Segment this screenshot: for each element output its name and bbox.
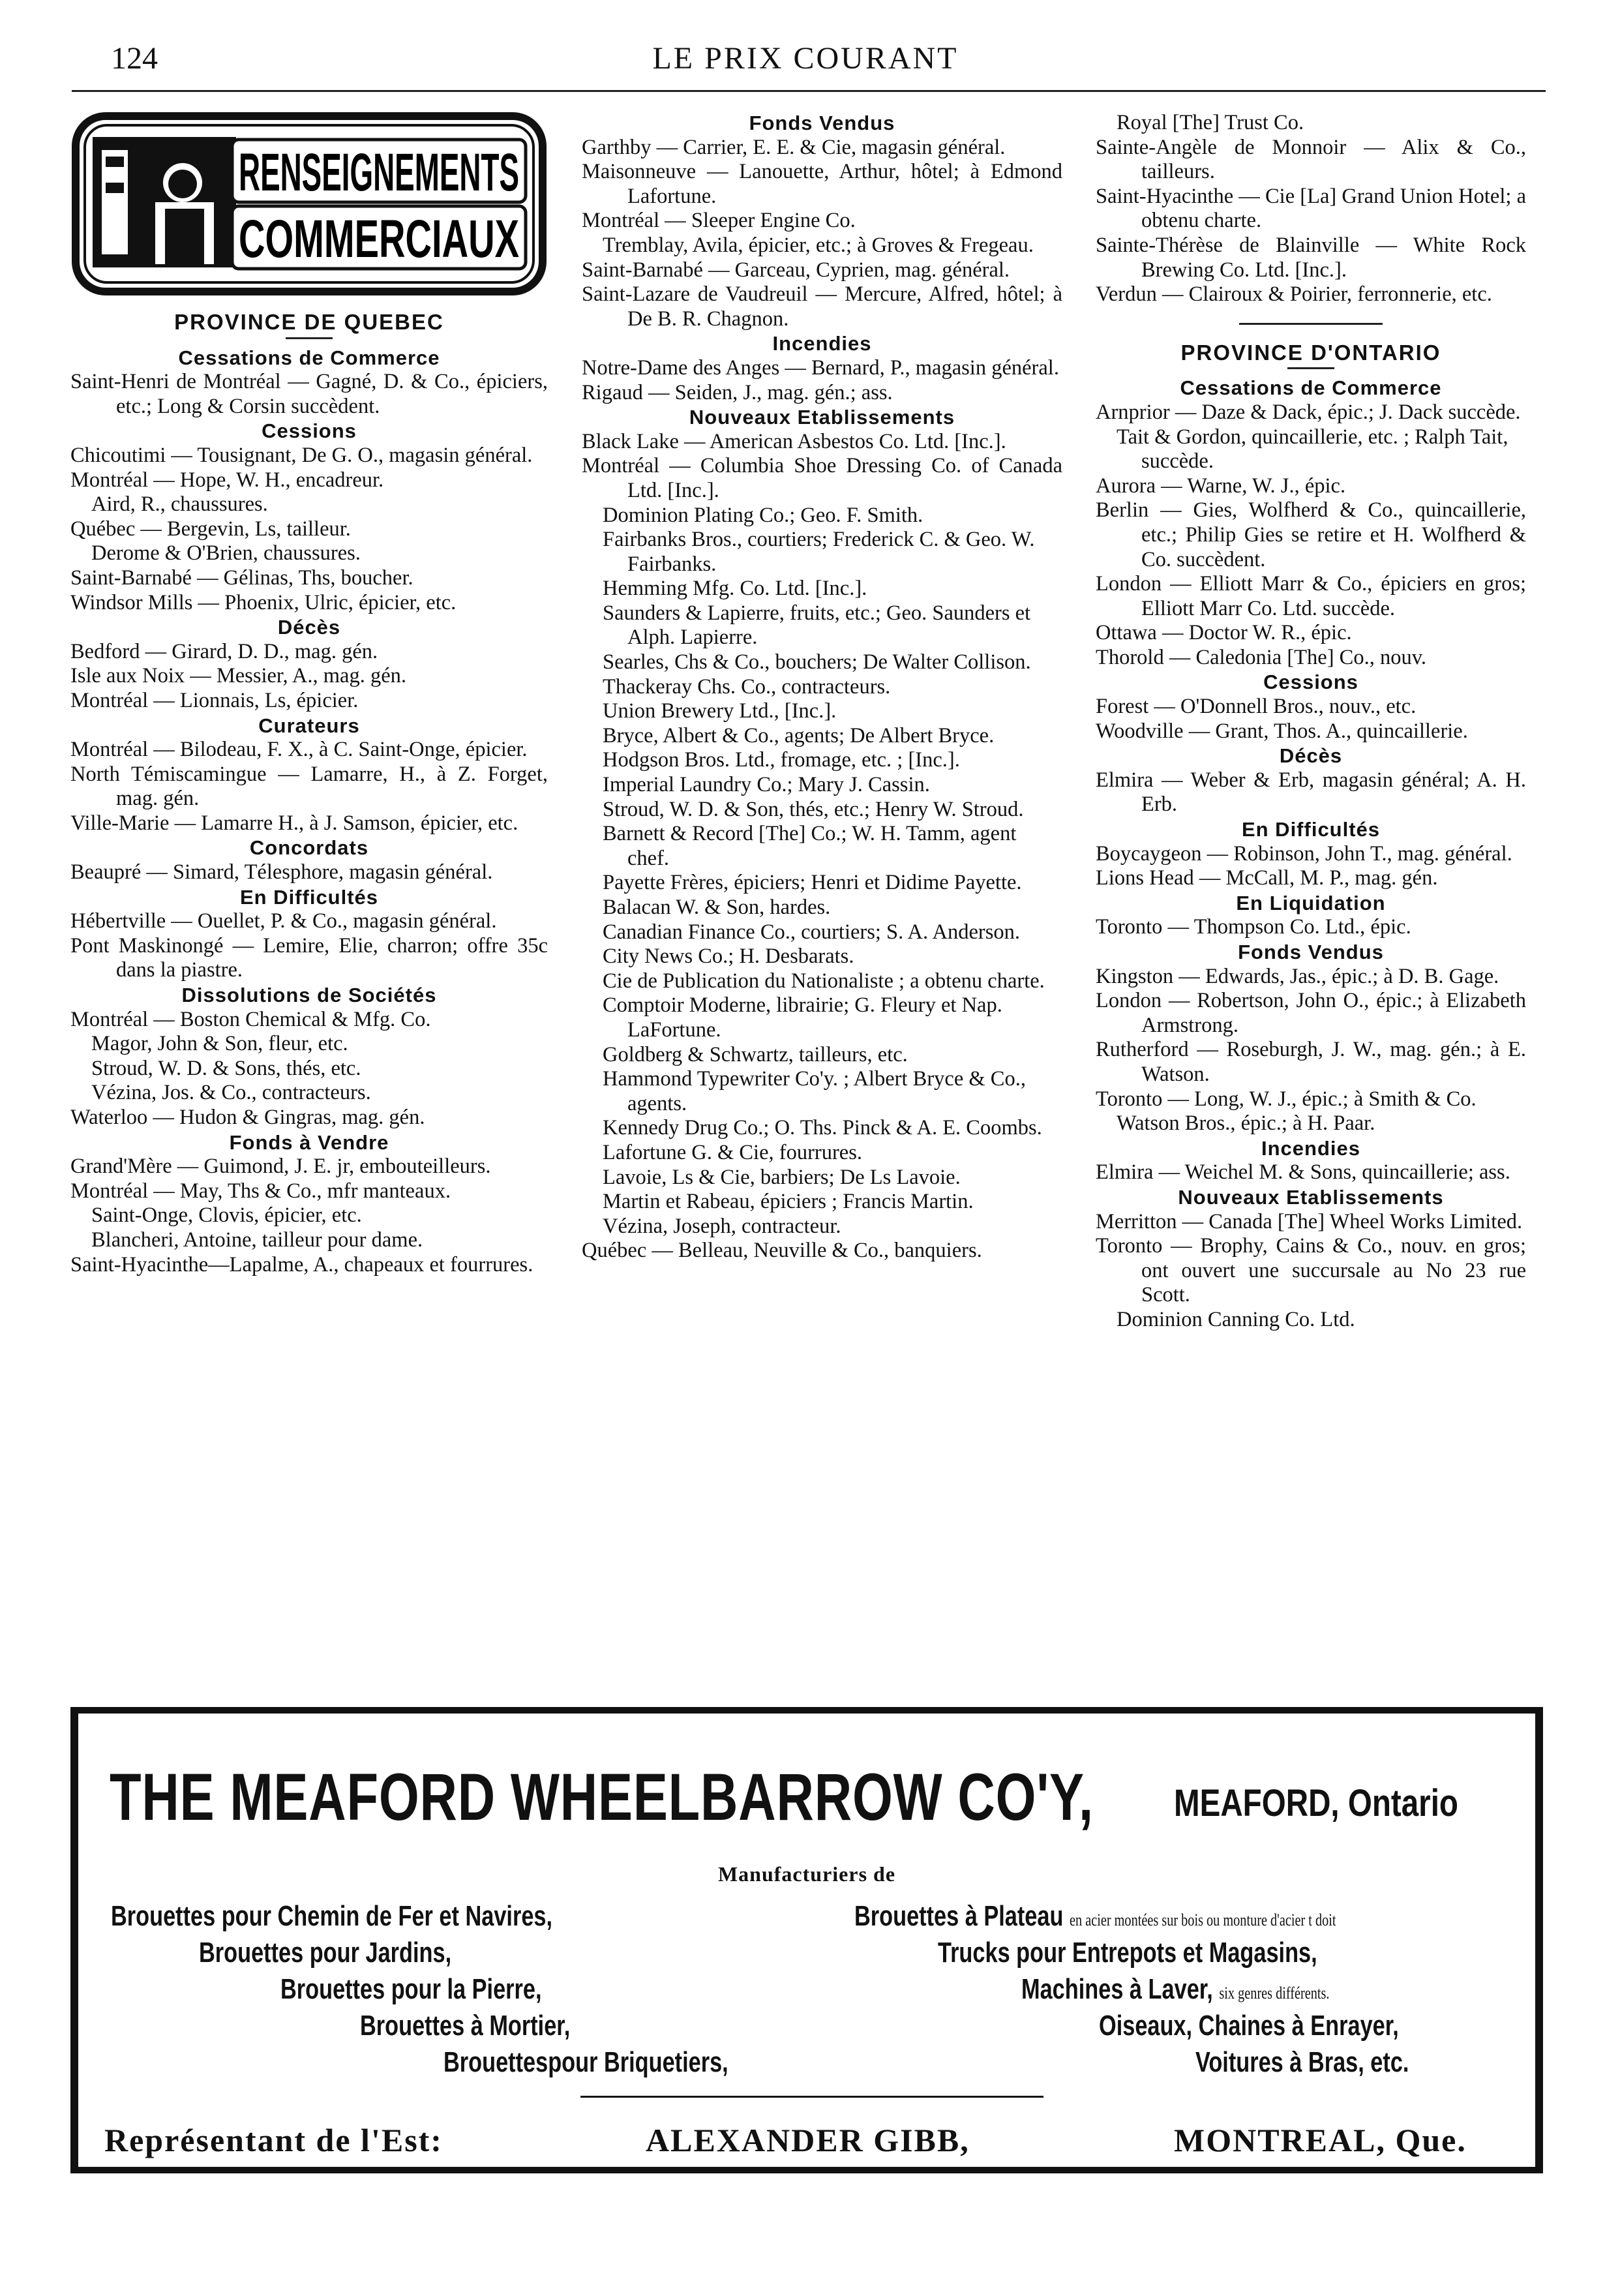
listing-entry: Payette Frères, épiciers; Henri et Didime Payette.	[603, 871, 1022, 895]
listing-entry: Bryce, Albert & Co., agents; De Albert Bryce.	[603, 723, 995, 748]
listing-entry: Saint-Onge, Clovis, épicier, etc.	[91, 1203, 362, 1228]
listing-entry: Royal [The] Trust Co.	[1117, 111, 1304, 134]
ad-product: Brouettespour Briquetiers,	[443, 2046, 728, 2078]
ad-product: Brouettes pour Jardins,	[199, 1937, 452, 1969]
listing-entry: Sainte-Thérèse de Blainville — White Rock Brewing Co. Ltd. [Inc.].	[1096, 233, 1526, 282]
listing-entry: Elmira — Weichel M. & Sons, quincaillerie; ass.	[1096, 1160, 1510, 1185]
listing-entry: Saint-Henri de Montréal — Gagné, D. & Co., épiciers, etc.; Long & Corsin succèdent.	[70, 370, 548, 418]
listing-entry: Comptoir Moderne, librairie; G. Fleury et Nap. LaFortune.	[603, 993, 1002, 1042]
ad-representative-label: Représentant de l'Est:	[104, 2122, 443, 2158]
listing-entry: Isle aux Noix — Messier, A., mag. gén.	[70, 664, 407, 688]
ad-company-name: THE MEAFORD WHEELBARROW CO'Y,	[110, 1760, 1094, 1834]
listing-entry: Bedford — Girard, D. D., mag. gén.	[70, 639, 378, 663]
ad-divider	[580, 2096, 1043, 2098]
listing-entry: Tremblay, Avila, épicier, etc.; à Groves & Fregeau.	[603, 233, 1034, 257]
section-heading: Incendies	[1261, 1136, 1360, 1160]
listing-entry: Boycaygeon — Robinson, John T., mag. général.	[1096, 841, 1512, 866]
listing-entry: Chicoutimi — Tousignant, De G. O., magasin général.	[70, 443, 533, 467]
section-heading: Fonds Vendus	[1238, 941, 1384, 963]
listing-entry: Pont Maskinongé — Lemire, Elie, charron; offre 35c dans la piastre.	[70, 933, 548, 982]
section-heading: Fonds à Vendre	[229, 1130, 389, 1154]
listing-entry: Notre-Dame des Anges — Bernard, P., magasin général.	[582, 355, 1059, 380]
ad-product: Voitures à Bras, etc.	[1195, 2046, 1409, 2078]
listing-entry: Toronto — Thompson Co. Ltd., épic.	[1096, 915, 1411, 939]
ad-product: Brouettes pour la Pierre,	[280, 1973, 542, 2005]
section-divider	[1287, 367, 1334, 369]
section-heading: Dissolutions de Sociétés	[181, 984, 437, 1007]
listing-entry: Verdun — Clairoux & Poirier, ferronnerie, etc.	[1096, 282, 1492, 307]
column-1	[70, 111, 548, 1277]
listing-entry: Lavoie, Ls & Cie, barbiers; De Ls Lavoie.	[603, 1165, 961, 1189]
listing-entry: Blancheri, Antoine, tailleur pour dame.	[91, 1228, 423, 1252]
ad-product-label: Machines à Laver,	[1021, 1973, 1213, 2005]
logo-line1: RENSEIGNEMENTS	[239, 143, 519, 202]
listing-entry: Martin et Rabeau, épiciers ; Francis Martin.	[603, 1190, 974, 1214]
listing-entry: Québec — Belleau, Neuville & Co., banquiers.	[582, 1239, 982, 1263]
section-heading: En Difficultés	[239, 885, 379, 909]
province-divider	[1239, 323, 1383, 325]
listing-entry: Berlin — Gies, Wolfherd & Co., quincaillerie, etc.; Philip Gies se retire et H. Wolfherd & Co. succèdent.	[1096, 498, 1526, 571]
section-heading: Décès	[1279, 744, 1343, 768]
listing-entry: Hemming Mfg. Co. Ltd. [Inc.].	[603, 577, 867, 601]
column-3	[1096, 111, 1526, 1333]
section-heading: Incendies	[772, 332, 872, 355]
listing-entry: Black Lake — American Asbestos Co. Ltd. [Inc.].	[582, 429, 1006, 453]
listing-entry: Tait & Gordon, quincaillerie, etc. ; Ralph Tait, succède.	[1117, 425, 1508, 474]
listing-entry: Montréal — Columbia Shoe Dressing Co. of Canada Ltd. [Inc.].	[582, 454, 1062, 502]
listing-entry: Saint-Lazare de Vaudreuil — Mercure, Alfred, hôtel; à De B. R. Chagnon.	[582, 282, 1062, 331]
section-heading: Cessations de Commerce	[1180, 376, 1442, 400]
listing-entry: Windsor Mills — Phoenix, Ulric, épicier, etc.	[70, 590, 457, 614]
logo-line2: COMMERCIAUX	[239, 209, 519, 269]
ad-product-label: Brouettes à Plateau	[854, 1900, 1064, 1932]
listing-entry: Hodgson Bros. Ltd., fromage, etc. ; [Inc.].	[603, 748, 960, 772]
listing-entry: Montréal — Boston Chemical & Mfg. Co.	[70, 1007, 431, 1031]
listing-entry: Grand'Mère — Guimond, J. E. jr, embouteilleurs.	[70, 1155, 491, 1179]
province-heading: PROVINCE D'ONTARIO	[1180, 340, 1441, 365]
listing-entry: London — Elliott Marr & Co., épiciers en gros; Elliott Marr Co. Ltd. succède.	[1096, 572, 1526, 620]
listing-entry: Vézina, Joseph, contracteur.	[603, 1214, 841, 1238]
section-heading: Nouveaux Etablissements	[689, 406, 955, 429]
section-heading: Cessations de Commerce	[178, 346, 440, 369]
ad-representative-city: MONTREAL, Que.	[1174, 2122, 1467, 2158]
listing-entry: Beaupré — Simard, Télesphore, magasin général.	[70, 860, 493, 884]
listing-entry: Montréal — Hope, W. H., encadreur.	[70, 468, 384, 492]
listing-entry: Imperial Laundry Co.; Mary J. Cassin.	[603, 773, 930, 797]
ad-location: MEAFORD, Ontario	[1174, 1782, 1458, 1824]
listing-entry: Stroud, W. D. & Son, thés, etc.; Henry W. Stroud.	[603, 797, 1024, 821]
listing-entry: Saint-Hyacinthe—Lapalme, A., chapeaux et fourrures.	[70, 1252, 533, 1276]
listing-entry: City News Co.; H. Desbarats.	[603, 944, 854, 969]
listing-entry: Ville-Marie — Lamarre H., à J. Samson, épicier, etc.	[70, 811, 518, 835]
listing-entry: Canadian Finance Co., courtiers; S. A. Anderson.	[603, 920, 1020, 944]
ad-product: Brouettes à Mortier,	[360, 2010, 571, 2042]
listing-entry: Elmira — Weber & Erb, magasin général; A. H. Erb.	[1096, 768, 1526, 817]
ad-product: Brouettes pour Chemin de Fer et Navires,	[111, 1900, 553, 1932]
ad-product-note: en acier montées sur bois ou monture d'acier t doit	[1069, 1911, 1336, 1929]
ad-product	[1021, 1973, 1329, 2006]
journal-title: LE PRIX COURANT	[652, 41, 959, 76]
header-rule	[72, 90, 1546, 92]
listing-entry: Stroud, W. D. & Sons, thés, etc.	[91, 1056, 361, 1080]
listing-entry: Montréal — Sleeper Engine Co.	[582, 209, 856, 233]
section-heading: Décès	[277, 616, 341, 639]
meaford-advertisement	[70, 1707, 1543, 2173]
province-heading: PROVINCE DE QUEBEC	[174, 310, 444, 334]
listing-entry: Montréal — Lionnais, Ls, épicier.	[70, 688, 359, 712]
section-heading: Cessions	[262, 419, 357, 443]
listing-entry: Fairbanks Bros., courtiers; Frederick C. & Geo. W. Fairbanks.	[603, 528, 1035, 576]
section-heading: Concordats	[249, 836, 369, 860]
listing-entry: Rigaud — Seiden, J., mag. gén.; ass.	[582, 380, 893, 404]
listing-entry: Dominion Canning Co. Ltd.	[1117, 1307, 1355, 1331]
ad-product	[854, 1900, 1336, 1933]
listing-entry: Montréal — May, Ths & Co., mfr manteaux.	[70, 1179, 451, 1203]
listing-entry: Saint-Barnabé — Garceau, Cyprien, mag. général.	[582, 258, 1010, 282]
listing-entry: Searles, Chs & Co., bouchers; De Walter Collison.	[603, 650, 1031, 674]
listing-entry: Montréal — Bilodeau, F. X., à C. Saint-Onge, épicier.	[70, 738, 528, 762]
ad-representative-name: ALEXANDER GIBB,	[646, 2122, 970, 2158]
listing-entry: Kennedy Drug Co.; O. Ths. Pinck & A. E. Coombs.	[603, 1116, 1042, 1140]
listing-entry: Forest — O'Donnell Bros., nouv., etc.	[1096, 695, 1417, 719]
ad-subtitle: Manufacturiers de	[717, 1862, 896, 1886]
renseignements-commerciaux-logo	[70, 111, 548, 297]
listing-entry: Dominion Plating Co.; Geo. F. Smith.	[603, 503, 923, 527]
listing-entry: Sainte-Angèle de Monnoir — Alix & Co., tailleurs.	[1096, 135, 1526, 184]
listing-entry: Lions Head — McCall, M. P., mag. gén.	[1096, 866, 1438, 890]
listing-entry: Hébertville — Ouellet, P. & Co., magasin général.	[70, 909, 497, 933]
listing-entry: Balacan W. & Son, hardes.	[603, 896, 831, 919]
listing-entry: Aird, R., chaussures.	[91, 492, 268, 517]
section-heading: En Difficultés	[1241, 818, 1381, 841]
section-heading: Cessions	[1263, 671, 1358, 694]
listing-entry: Arnprior — Daze & Dack, épic.; J. Dack succède.	[1096, 400, 1521, 424]
listing-entry: Toronto — Brophy, Cains & Co., nouv. en gros; ont ouvert une succursale au No 23 rue Scott.	[1096, 1234, 1526, 1307]
section-heading: Nouveaux Etablissements	[1178, 1185, 1444, 1209]
listing-entry: Watson Bros., épic.; à H. Paar.	[1117, 1111, 1375, 1136]
listing-entry: Rutherford — Roseburgh, J. W., mag. gén.; à E. Watson.	[1096, 1038, 1526, 1086]
listing-entry: Toronto — Long, W. J., épic.; à Smith & Co.	[1096, 1087, 1477, 1111]
section-heading: Curateurs	[258, 714, 360, 737]
column-2	[582, 111, 1062, 1263]
listing-entry: Waterloo — Hudon & Gingras, mag. gén.	[70, 1106, 425, 1129]
listing-entry: Ottawa — Doctor W. R., épic.	[1096, 621, 1352, 645]
listing-entry: Saunders & Lapierre, fruits, etc.; Geo. Saunders et Alph. Lapierre.	[603, 601, 1031, 650]
page-header	[72, 40, 1539, 86]
listing-entry: North Témiscamingue — Lamarre, H., à Z. Forget, mag. gén.	[70, 762, 548, 811]
listing-entry: Union Brewery Ltd., [Inc.].	[603, 699, 837, 723]
listing-entry: Vézina, Jos. & Co., contracteurs.	[91, 1081, 371, 1105]
listing-entry: Kingston — Edwards, Jas., épic.; à D. B. Gage.	[1096, 964, 1499, 988]
listing-entry: Québec — Bergevin, Ls, tailleur.	[70, 517, 351, 541]
listing-entry: Derome & O'Brien, chaussures.	[91, 541, 361, 566]
listing-entry: Garthby — Carrier, E. E. & Cie, magasin général.	[582, 135, 1006, 159]
listing-entry: Thackeray Chs. Co., contracteurs.	[603, 674, 891, 699]
listing-entry: Woodville — Grant, Thos. A., quincaillerie.	[1096, 719, 1468, 743]
listing-entry: Hammond Typewriter Co'y. ; Albert Bryce & Co., agents.	[603, 1067, 1026, 1115]
listing-entry: Thorold — Caledonia [The] Co., nouv.	[1096, 645, 1426, 669]
listing-entry: Goldberg & Schwartz, tailleurs, etc.	[603, 1042, 908, 1066]
listing-entry: Saint-Barnabé — Gélinas, Ths, boucher.	[70, 566, 413, 590]
ad-product: Oiseaux, Chaines à Enrayer,	[1099, 2010, 1399, 2042]
ad-product-note: six genres différents.	[1219, 1984, 1330, 2002]
ad-product: Trucks pour Entrepots et Magasins,	[938, 1937, 1317, 1969]
section-divider	[286, 337, 333, 339]
section-heading: En Liquidation	[1236, 891, 1386, 914]
listing-entry: Barnett & Record [The] Co.; W. H. Tamm, agent chef.	[603, 822, 1017, 870]
section-heading: Fonds Vendus	[749, 112, 895, 134]
page-number: 124	[111, 41, 158, 76]
listing-entry: Magor, John & Son, fleur, etc.	[91, 1032, 348, 1056]
listing-entry: Cie de Publication du Nationaliste ; a obtenu charte.	[603, 969, 1045, 993]
listing-entry: Lafortune G. & Cie, fourrures.	[603, 1140, 862, 1164]
listing-entry: Maisonneuve — Lanouette, Arthur, hôtel; à Edmond Lafortune.	[582, 160, 1062, 208]
listing-entry: Merritton — Canada [The] Wheel Works Limited.	[1096, 1209, 1523, 1233]
listing-entry: Aurora — Warne, W. J., épic.	[1096, 474, 1346, 498]
listing-entry: Saint-Hyacinthe — Cie [La] Grand Union Hotel; a obtenu charte.	[1096, 184, 1526, 233]
listing-entry: London — Robertson, John O., épic.; à Elizabeth Armstrong.	[1096, 989, 1526, 1037]
